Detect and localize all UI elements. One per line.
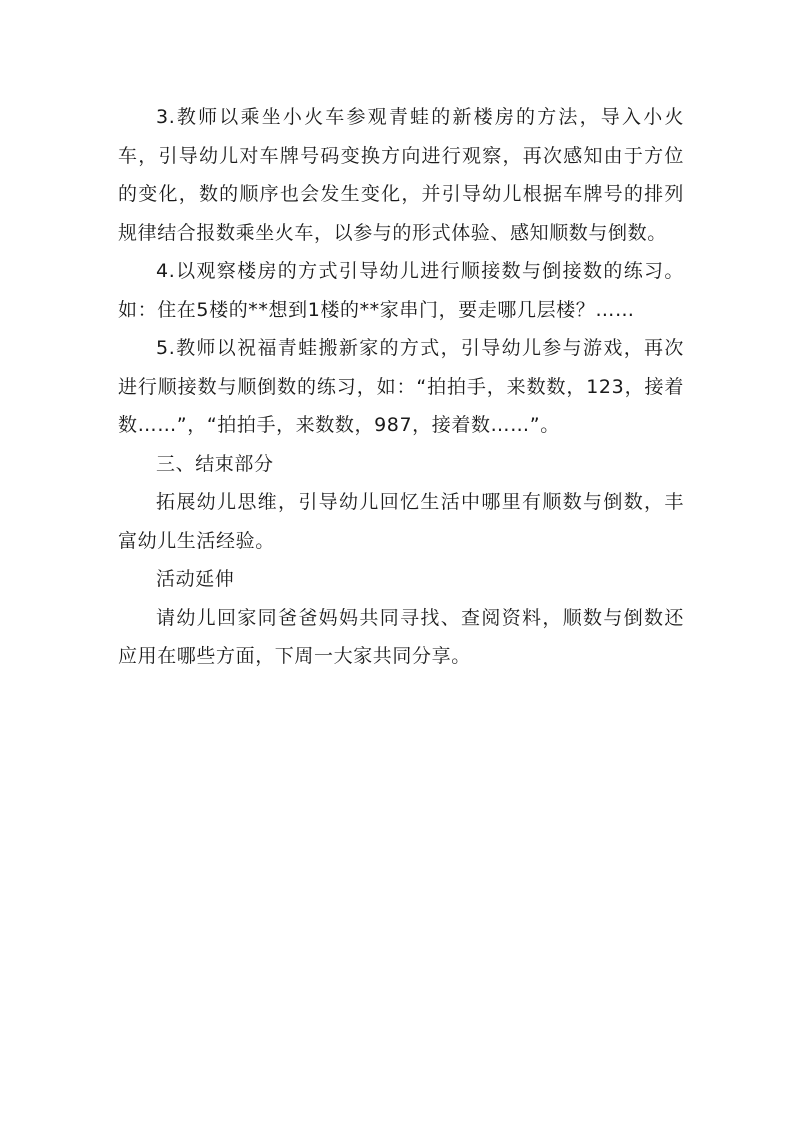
paragraph-step-3: 3.教师以乘坐小火车参观青蛙的新楼房的方法，导入小火车，引导幼儿对车牌号码变换方向进行观察，再次感知由于方位的变化，数的顺序也会发生变化，并引导幼儿根据车牌号的排列规律结合报数乘坐火车，以参与的形式体验、感知顺数与倒数。 [118,106,684,244]
section-heading-ending: 三、结束部分 [156,452,274,475]
paragraph-extension: 请幼儿回家同爸爸妈妈共同寻找、查阅资料，顺数与倒数还应用在哪些方面，下周一大家共同分享。 [118,606,684,667]
paragraph-step-4: 4.以观察楼房的方式引导幼儿进行顺接数与倒接数的练习。如：住在5楼的**想到1楼的**家串门，要走哪几层楼？…… [118,260,684,321]
paragraph-step-5: 5.教师以祝福青蛙搬新家的方式，引导幼儿参与游戏，再次进行顺接数与顺倒数的练习，如：“拍拍手，来数数，123，接着数……”，“拍拍手，来数数，987，接着数……”。 [118,337,684,436]
document-body [118,98,684,676]
paragraph-ending: 拓展幼儿思维，引导幼儿回忆生活中哪里有顺数与倒数，丰富幼儿生活经验。 [118,491,684,552]
section-heading-extension: 活动延伸 [156,568,235,590]
